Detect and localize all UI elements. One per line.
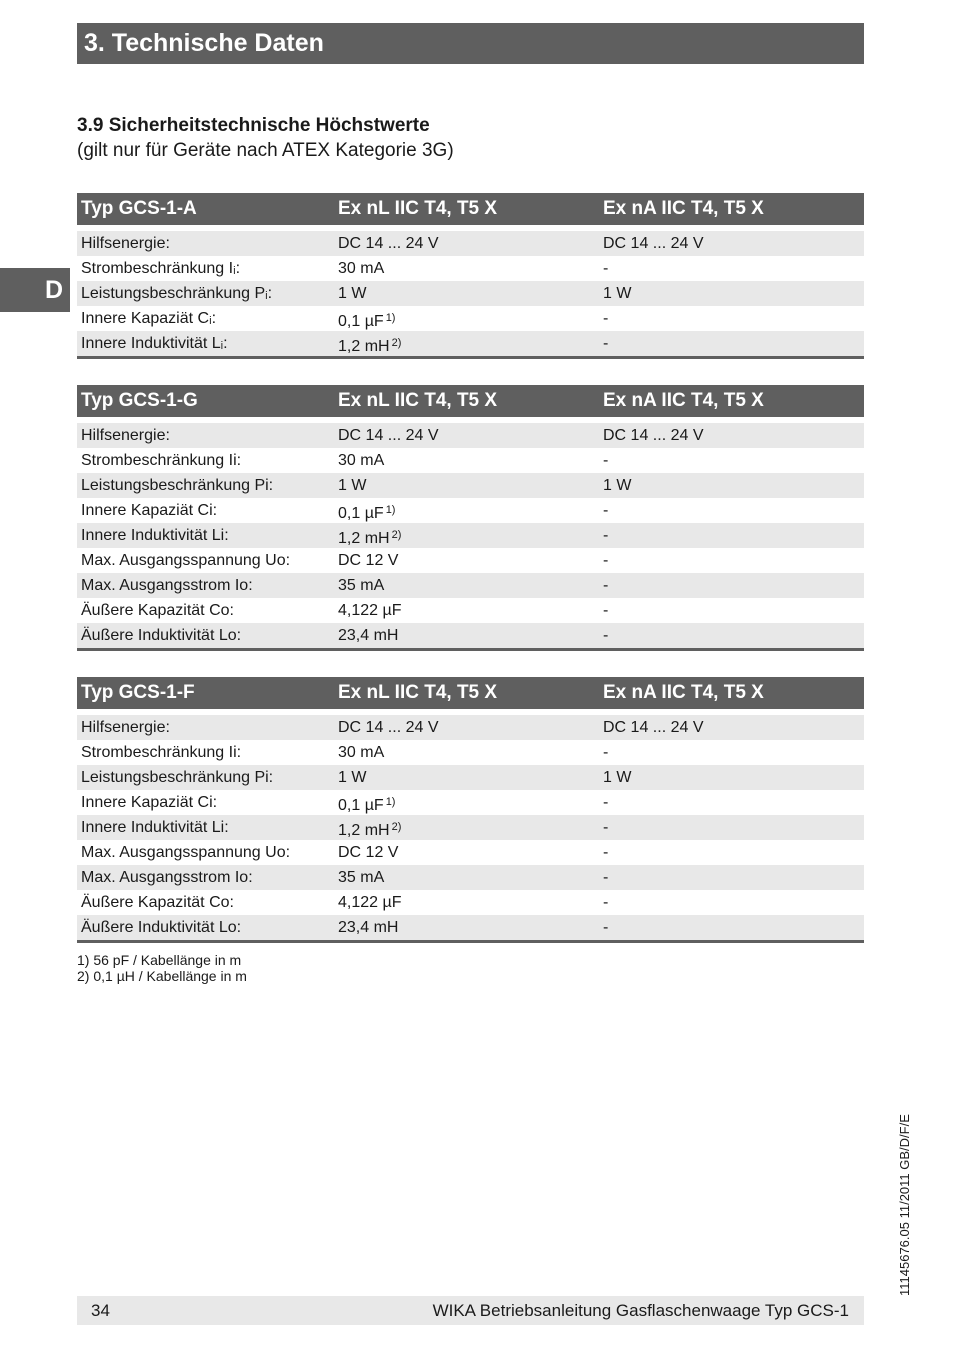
table-header-cell: Ex nA IIC T4, T5 X	[603, 390, 764, 411]
row-value-na: 1 W	[603, 769, 632, 786]
row-value-nl	[338, 865, 384, 890]
row-value-nl	[338, 523, 401, 551]
value-text: 0,1 µF	[338, 505, 384, 522]
table-header-cell: Ex nA IIC T4, T5 X	[603, 198, 764, 219]
row-value-na: -	[603, 527, 609, 544]
table-row	[77, 623, 864, 648]
spec-table-gcs-1-g	[77, 385, 864, 651]
table-row	[77, 256, 864, 281]
row-label: Hilfsenergie:	[81, 719, 170, 736]
value-text: 1,2 mH	[338, 530, 390, 547]
table-header	[77, 385, 864, 417]
table-row	[77, 740, 864, 765]
table-bottom-rule	[77, 648, 864, 651]
row-value-na: -	[603, 869, 609, 886]
language-tab: D	[0, 268, 70, 312]
spec-table-gcs-1-a	[77, 193, 864, 359]
table-row	[77, 765, 864, 790]
row-value-na: 1 W	[603, 477, 632, 494]
row-value-na: DC 14 ... 24 V	[603, 427, 704, 444]
row-value-na: -	[603, 744, 609, 761]
row-label: Innere Induktivität Li:	[81, 527, 229, 544]
footnote-ref: 1)	[385, 796, 396, 808]
row-label: Innere Induktivität Lᵢ:	[81, 335, 228, 352]
value-text: DC 14 ... 24 V	[338, 235, 439, 252]
row-label: Innere Kapaziät Ci:	[81, 502, 218, 519]
value-text: 23,4 mH	[338, 919, 399, 936]
value-text: 1 W	[338, 769, 367, 786]
row-label: Hilfsenergie:	[81, 427, 170, 444]
table-row	[77, 598, 864, 623]
row-label: Innere Kapaziät Ci:	[81, 794, 218, 811]
row-value-na: DC 14 ... 24 V	[603, 719, 704, 736]
row-value-nl	[338, 573, 384, 598]
row-label: Max. Ausgangsspannung Uo:	[81, 552, 291, 569]
table-header	[77, 193, 864, 225]
row-value-nl	[338, 890, 401, 915]
value-text: 1,2 mH	[338, 338, 390, 355]
row-label: Innere Kapaziät Cᵢ:	[81, 310, 217, 327]
table-header	[77, 677, 864, 709]
table-row	[77, 281, 864, 306]
footnote-ref: 2)	[391, 821, 402, 833]
value-text: 1 W	[338, 477, 367, 494]
table-row	[77, 331, 864, 356]
row-value-nl	[338, 623, 398, 648]
page-footer	[77, 1296, 864, 1325]
table-row	[77, 865, 864, 890]
value-text: 30 mA	[338, 744, 385, 761]
value-text: 1,2 mH	[338, 822, 390, 839]
footnote-ref: 1)	[385, 312, 396, 324]
row-value-nl	[338, 231, 439, 256]
row-value-na: -	[603, 260, 609, 277]
row-value-nl	[338, 840, 398, 865]
table-row	[77, 448, 864, 473]
row-value-na: -	[603, 335, 609, 352]
row-value-nl	[338, 256, 384, 281]
footnote-2: 2) 0,1 µH / Kabellänge in m	[77, 968, 247, 984]
table-bottom-rule	[77, 940, 864, 943]
row-label: Leistungsbeschränkung Pi:	[81, 769, 274, 786]
row-value-na: -	[603, 602, 609, 619]
section-subtitle: (gilt nur für Geräte nach ATEX Kategorie 3G)	[77, 140, 454, 161]
row-value-nl	[338, 598, 401, 623]
row-value-nl	[338, 331, 401, 359]
table-row	[77, 306, 864, 331]
row-value-nl	[338, 740, 384, 765]
value-text: 4,122 µF	[338, 894, 402, 911]
table-row	[77, 498, 864, 523]
row-value-nl	[338, 423, 439, 448]
value-text: 35 mA	[338, 869, 385, 886]
page-number: 34	[91, 1301, 110, 1320]
chapter-title: 3. Technische Daten	[77, 23, 864, 64]
row-label: Äußere Kapazität Co:	[81, 602, 234, 619]
value-text: 1 W	[338, 285, 367, 302]
row-label: Max. Ausgangsstrom Io:	[81, 577, 253, 594]
row-label: Äußere Induktivität Lo:	[81, 919, 242, 936]
row-label: Innere Induktivität Li:	[81, 819, 229, 836]
row-value-na: -	[603, 452, 609, 469]
table-header-cell: Typ GCS-1-G	[81, 390, 198, 411]
row-value-nl	[338, 815, 401, 843]
row-value-na: -	[603, 502, 609, 519]
value-text: DC 12 V	[338, 844, 399, 861]
table-row	[77, 573, 864, 598]
row-label: Strombeschränkung Ii:	[81, 744, 242, 761]
footer-title: WIKA Betriebsanleitung Gasflaschenwaage Typ GCS-1	[432, 1301, 849, 1320]
value-text: 0,1 µF	[338, 313, 384, 330]
row-value-nl	[338, 306, 395, 334]
table-bottom-rule	[77, 356, 864, 359]
table-row	[77, 840, 864, 865]
row-value-nl	[338, 790, 395, 818]
spec-table-gcs-1-f	[77, 677, 864, 943]
row-value-na: -	[603, 919, 609, 936]
value-text: 4,122 µF	[338, 602, 402, 619]
value-text: 30 mA	[338, 260, 385, 277]
row-value-na: -	[603, 552, 609, 569]
value-text: DC 12 V	[338, 552, 399, 569]
row-label: Strombeschränkung Iᵢ:	[81, 260, 241, 277]
table-header-cell: Ex nL IIC T4, T5 X	[338, 682, 498, 703]
value-text: DC 14 ... 24 V	[338, 427, 439, 444]
footnotes	[77, 952, 247, 984]
table-row	[77, 231, 864, 256]
row-value-nl	[338, 548, 398, 573]
document-code: 11145676.05 11/2011 GB/D/F/E	[897, 1114, 912, 1296]
row-value-nl	[338, 715, 439, 740]
table-row	[77, 473, 864, 498]
row-label: Leistungsbeschränkung Pᵢ:	[81, 285, 273, 302]
footnote-ref: 2)	[391, 529, 402, 541]
row-value-nl	[338, 915, 398, 940]
row-label: Max. Ausgangsstrom Io:	[81, 869, 253, 886]
row-label: Strombeschränkung Ii:	[81, 452, 242, 469]
footnote-ref: 2)	[391, 337, 402, 349]
table-row	[77, 815, 864, 840]
row-value-na: 1 W	[603, 285, 632, 302]
table-row	[77, 423, 864, 448]
table-row	[77, 915, 864, 940]
section-title: 3.9 Sicherheitstechnische Höchstwerte	[77, 115, 430, 136]
table-header-cell: Ex nL IIC T4, T5 X	[338, 198, 498, 219]
table-row	[77, 548, 864, 573]
value-text: 0,1 µF	[338, 797, 384, 814]
row-value-na: -	[603, 794, 609, 811]
value-text: 23,4 mH	[338, 627, 399, 644]
table-header-cell: Typ GCS-1-A	[81, 198, 197, 219]
row-value-na: -	[603, 310, 609, 327]
row-label: Max. Ausgangsspannung Uo:	[81, 844, 291, 861]
table-header-cell: Ex nA IIC T4, T5 X	[603, 682, 764, 703]
row-value-na: -	[603, 819, 609, 836]
table-row	[77, 790, 864, 815]
row-label: Äußere Kapazität Co:	[81, 894, 234, 911]
row-value-na: -	[603, 894, 609, 911]
row-value-nl	[338, 765, 366, 790]
table-header-cell: Typ GCS-1-F	[81, 682, 195, 703]
row-value-nl	[338, 473, 366, 498]
table-row	[77, 523, 864, 548]
footnote-1: 1) 56 pF / Kabellänge in m	[77, 952, 242, 968]
row-value-na: -	[603, 627, 609, 644]
row-label: Leistungsbeschränkung Pi:	[81, 477, 274, 494]
row-value-na: -	[603, 577, 609, 594]
row-label: Hilfsenergie:	[81, 235, 170, 252]
value-text: 35 mA	[338, 577, 385, 594]
row-value-nl	[338, 281, 366, 306]
value-text: 30 mA	[338, 452, 385, 469]
table-header-cell: Ex nL IIC T4, T5 X	[338, 390, 498, 411]
row-value-na: -	[603, 844, 609, 861]
value-text: DC 14 ... 24 V	[338, 719, 439, 736]
table-row	[77, 890, 864, 915]
table-row	[77, 715, 864, 740]
row-value-na: DC 14 ... 24 V	[603, 235, 704, 252]
footnote-ref: 1)	[385, 504, 396, 516]
row-value-nl	[338, 498, 395, 526]
row-label: Äußere Induktivität Lo:	[81, 627, 242, 644]
row-value-nl	[338, 448, 384, 473]
